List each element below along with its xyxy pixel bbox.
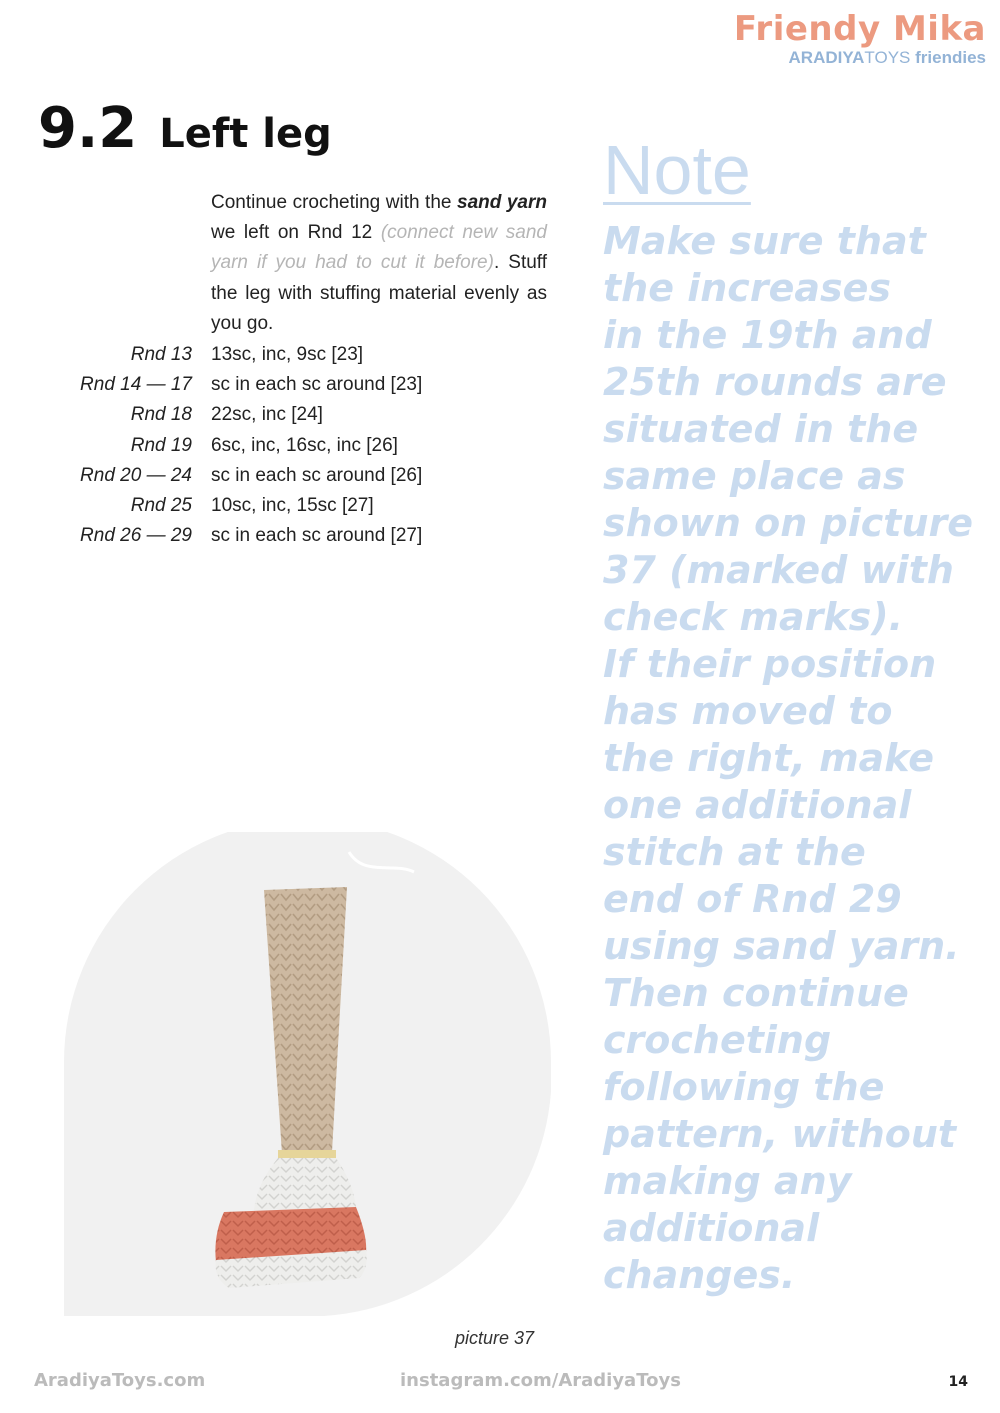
- brand-subtitle: [734, 48, 986, 68]
- note-line: shown on picture: [603, 501, 974, 545]
- photo-caption: picture 37: [455, 1328, 535, 1348]
- round-instruction: 13sc, inc, 9sc [23]: [211, 344, 364, 366]
- note-line: the increases: [603, 266, 891, 310]
- round-instruction: 22sc, inc [24]: [211, 404, 323, 426]
- note-body: [603, 218, 983, 1299]
- intro-yarn-emphasis: sand yarn: [457, 192, 547, 213]
- brand-sub-toys: TOYS: [864, 48, 911, 67]
- round-row: [40, 370, 560, 400]
- note-line: pattern, without: [603, 1112, 957, 1156]
- brand-title: Friendy Mika: [733, 9, 986, 49]
- note-line: 25th rounds are: [603, 360, 947, 404]
- page-number: 14: [948, 1374, 968, 1390]
- note-line: has moved to: [603, 689, 893, 733]
- yarn-stripe: [278, 1150, 336, 1158]
- round-label: Rnd 14 — 17: [80, 374, 192, 396]
- note-line: same place as: [603, 454, 906, 498]
- note-line: If their position: [603, 642, 937, 686]
- round-row: [40, 461, 560, 491]
- note-line: Make sure that: [603, 219, 926, 263]
- intro-paragraph: [211, 188, 547, 339]
- section-title: Left leg: [159, 111, 332, 157]
- intro-note: (connect new sand yarn if you had to cut it before): [211, 222, 548, 274]
- round-label: Rnd 25: [130, 495, 192, 517]
- round-instruction: sc in each sc around [27]: [211, 525, 423, 547]
- note-line: using sand yarn.: [603, 924, 960, 968]
- round-row: [40, 431, 560, 461]
- note-line: Then continue: [603, 971, 909, 1015]
- round-label: Rnd 18: [130, 404, 192, 426]
- note-line: situated in the: [603, 407, 919, 451]
- intro-text-1: Continue crocheting with the: [211, 192, 452, 213]
- round-row: [40, 521, 560, 551]
- note-line: changes.: [603, 1253, 796, 1297]
- rounds-list: [40, 340, 560, 551]
- round-row: [40, 491, 560, 521]
- footer-instagram-link[interactable]: instagram.com/AradiyaToys: [400, 1370, 681, 1391]
- note-line: following the: [603, 1065, 885, 1109]
- intro-text-2: we left on Rnd 12: [211, 222, 373, 244]
- note-line: crocheting: [603, 1018, 832, 1062]
- round-label: Rnd 19: [130, 434, 192, 456]
- section-number: 9.2: [38, 96, 138, 161]
- round-instruction: 6sc, inc, 16sc, inc [26]: [211, 434, 398, 456]
- round-label: Rnd 13: [130, 344, 192, 366]
- note-line: additional: [603, 1206, 820, 1250]
- round-row: [40, 340, 560, 370]
- round-label: Rnd 20 — 24: [80, 464, 192, 486]
- note-line: 37 (marked with: [603, 548, 954, 592]
- note-line: one additional: [603, 783, 912, 827]
- brand-sub-friendies: friendies: [915, 48, 986, 67]
- note-line: the right, make: [603, 736, 934, 780]
- brand-header: [734, 10, 986, 68]
- note-line: making any: [603, 1159, 852, 1203]
- note-line: check marks).: [603, 595, 904, 639]
- crochet-leg-photo: [64, 832, 551, 1316]
- note-line: stitch at the: [603, 830, 866, 874]
- round-row: [40, 400, 560, 430]
- round-instruction: sc in each sc around [26]: [211, 464, 423, 486]
- intro-text-3: . Stuff the leg with stuffing material evenly as you go.: [211, 252, 548, 334]
- brand-sub-aradiya: ARADIYA: [788, 48, 865, 67]
- note-line: end of Rnd 29: [603, 877, 902, 921]
- section-heading: [38, 96, 332, 161]
- round-label: Rnd 26 — 29: [80, 525, 192, 547]
- footer-website-link[interactable]: AradiyaToys.com: [34, 1370, 206, 1391]
- round-instruction: sc in each sc around [23]: [211, 374, 423, 396]
- note-line: in the 19th and: [603, 313, 932, 357]
- note-heading: Note: [603, 131, 751, 209]
- round-instruction: 10sc, inc, 15sc [27]: [211, 495, 374, 517]
